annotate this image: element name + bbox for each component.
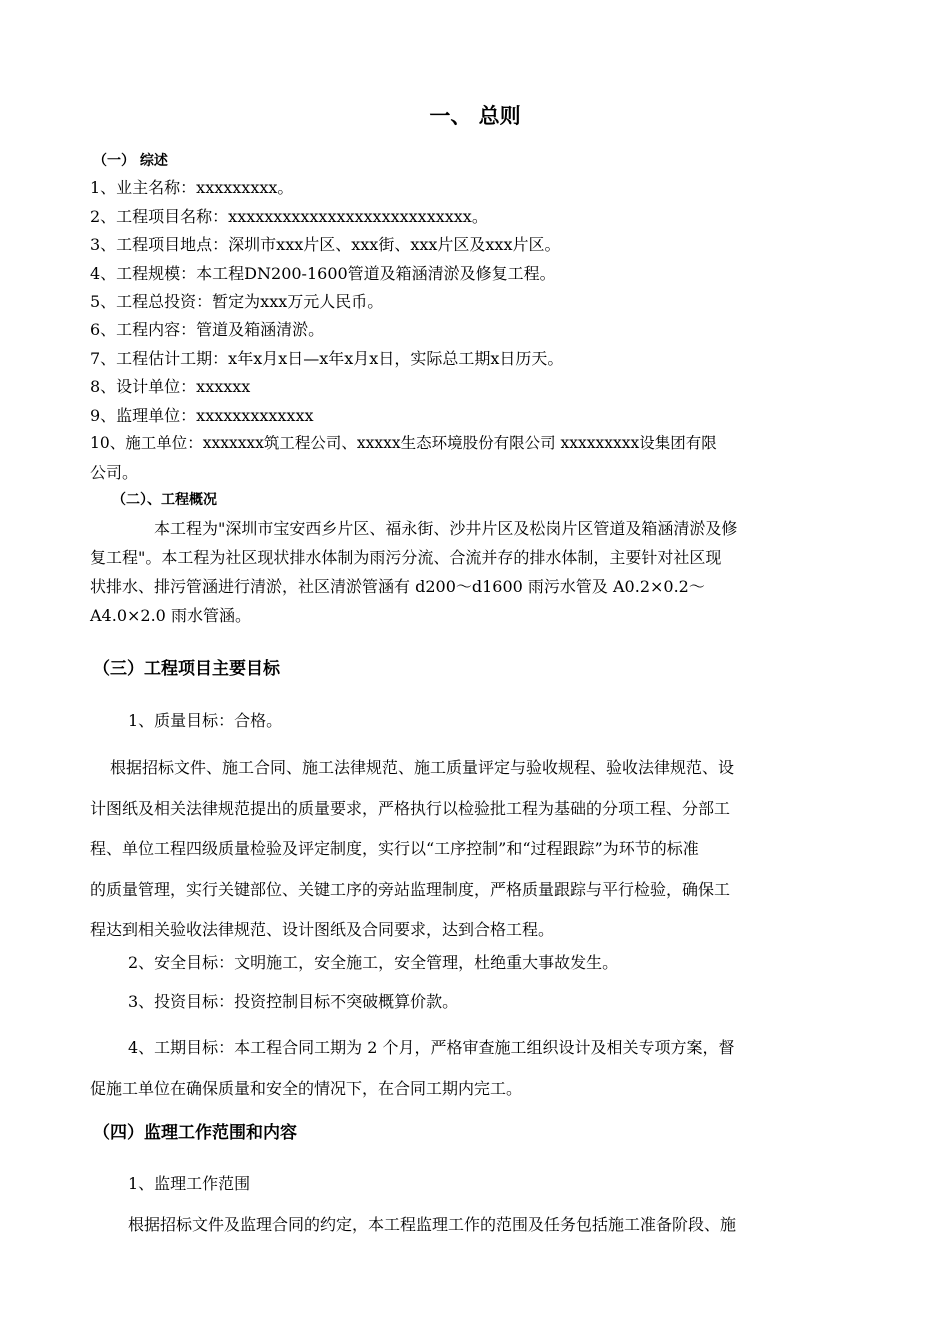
section-heading-supervision-scope: （四）监理工作范围和内容 <box>93 1123 297 1143</box>
overview-item-1: 1、业主名称：xxxxxxxxx。 <box>90 178 294 197</box>
text-line: 计图纸及相关法律规范提出的质量要求，严格执行以检验批工程为基础的分项工程、分部工 <box>90 798 731 818</box>
text-line: 程达到相关验收法律规范、设计图纸及合同要求，达到合格工程。 <box>90 920 555 939</box>
section-heading-objectives: （三）工程项目主要目标 <box>93 659 280 679</box>
overview-item-8: 8、设计单位：xxxxxx <box>90 377 251 396</box>
investment-objective: 3、投资目标：投资控制目标不突破概算价款。 <box>128 992 459 1011</box>
text-line: 促施工单位在确保质量和安全的情况下，在合同工期内完工。 <box>90 1078 523 1098</box>
overview-item-10: 10、施工单位：xxxxxxx筑工程公司、xxxxx生态环境股份有限公司 xxxxxxxxx设集团有限 <box>90 434 717 452</box>
page-title: 一、 总则 <box>429 104 521 128</box>
text-line: 程、单位工程四级质量检验及评定制度，实行以“工序控制”和“过程跟踪”为环节的标准 <box>90 839 699 858</box>
overview-item-10-cont: 公司。 <box>90 463 139 482</box>
overview-item-7: 7、工程估计工期：x年x月x日—x年x月x日，实际总工期x日历天。 <box>90 349 564 368</box>
text-line: A4.0×2.0 雨水管涵。 <box>90 606 251 625</box>
section-heading-overview: （一） 综述 <box>93 153 168 169</box>
overview-item-6: 6、工程内容：管道及箱涵清淤。 <box>90 320 325 339</box>
text-line: 4、工期目标：本工程合同工期为 2 个月，严格审查施工组织设计及相关专项方案，督 <box>128 1038 735 1057</box>
overview-item-3: 3、工程项目地点：深圳市xxx片区、xxx街、xxx片区及xxx片区。 <box>90 235 561 254</box>
text-line: 本工程为"深圳市宝安西乡片区、福永街、沙井片区及松岗片区管道及箱涵清淤及修 <box>154 519 738 538</box>
overview-item-9: 9、监理单位：xxxxxxxxxxxxx <box>90 406 314 425</box>
text-line: 复工程"。本工程为社区现状排水体制为雨污分流、合流并存的排水体制，主要针对社区现 <box>90 548 722 567</box>
quality-objective: 1、质量目标：合格。 <box>128 711 283 730</box>
supervision-scope-text: 根据招标文件及监理合同的约定，本工程监理工作的范围及任务包括施工准备阶段、施 <box>128 1215 737 1234</box>
schedule-paragraph <box>90 1028 860 1109</box>
text-line: 根据招标文件、施工合同、施工法律规范、施工质量评定与验收规程、验收法律规范、设 <box>110 758 735 777</box>
overview-item-2: 2、工程项目名称：xxxxxxxxxxxxxxxxxxxxxxxxxxx。 <box>90 207 488 226</box>
overview-item-4: 4、工程规模：本工程DN200-1600管道及箱涵清淤及修复工程。 <box>90 264 556 283</box>
section-heading-project-overview: （二）、工程概况 <box>112 492 217 508</box>
quality-paragraph <box>90 748 860 951</box>
text-line: 状排水、排污管涵进行清淤，社区清淤管涵有 d200～d1600 雨污水管及 A0.2×0.2～ <box>90 577 705 596</box>
supervision-scope-subheading: 1、监理工作范围 <box>128 1174 251 1193</box>
text-line: 的质量管理，实行关键部位、关键工序的旁站监理制度，严格质量跟踪与平行检验，确保工 <box>90 879 731 899</box>
overview-item-5: 5、工程总投资：暂定为xxx万元人民币。 <box>90 292 384 311</box>
safety-objective: 2、安全目标：文明施工，安全施工，安全管理，杜绝重大事故发生。 <box>128 953 619 972</box>
project-overview-paragraph <box>90 514 860 630</box>
